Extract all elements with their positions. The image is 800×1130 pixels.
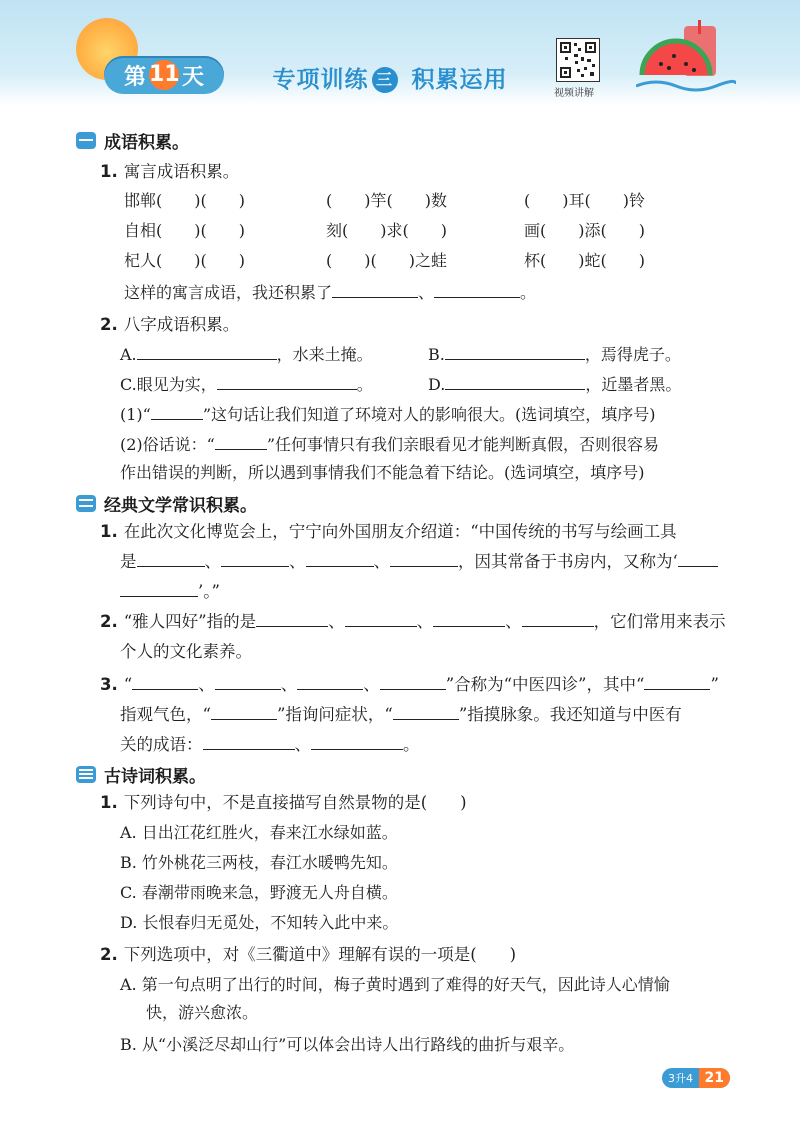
text: ，因其常备于书房内，又称为‘ [458, 552, 678, 571]
answer-blank[interactable] [345, 608, 417, 627]
title-number: 三 [372, 67, 398, 93]
answer-blank[interactable] [151, 401, 203, 420]
question-text: 寓言成语积累。 [123, 162, 240, 181]
question-text: 在此次文化博览会上，宁宁向外国朋友介绍道：“中国传统的书写与绘画工具 [123, 522, 677, 541]
label: C. [120, 375, 137, 394]
answer-blank[interactable] [306, 548, 374, 567]
question-eight-char-idioms [100, 310, 239, 340]
question-number: 2. [100, 612, 118, 631]
text: 。 [403, 735, 420, 754]
text: (1)“ [120, 405, 151, 424]
text: 指观气色，“ [120, 705, 211, 724]
question-text: 下列诗句中，不是直接描写自然景物的是( ) [123, 793, 467, 812]
text: 、 [416, 612, 434, 631]
choice-option-d[interactable]: D. 长恨春归无觅处，不知转入此中来。 [120, 913, 399, 932]
page-footer-tag [662, 1068, 730, 1088]
text: ’。” [198, 582, 220, 601]
option-a [120, 340, 373, 370]
text: ”任何事情只有我们亲眼看见才能判断真假，否则很容易 [266, 435, 660, 454]
question-four-hobbies [100, 607, 726, 637]
text: 、 [280, 675, 298, 694]
watermelon-juice-icon [636, 20, 736, 104]
title-part-b: 积累运用 [411, 66, 508, 93]
question-line [120, 577, 220, 607]
text: 眼见为实， [136, 375, 217, 394]
text: ”合称为“中医四诊”，其中“ [445, 675, 645, 694]
section-heading-literature [76, 491, 257, 516]
answer-blank[interactable] [256, 608, 328, 627]
answer-blank[interactable] [203, 731, 295, 750]
text: 、 [418, 283, 435, 302]
idiom-blank[interactable]: 邯郸( )( ) [124, 191, 245, 210]
sub-question-1 [120, 400, 656, 430]
text: 、 [363, 675, 380, 694]
idiom-blank[interactable]: 杞人( )( ) [124, 251, 245, 270]
text: 这样的寓言成语，我还积累了 [124, 283, 333, 302]
day-suffix: 天 [182, 64, 205, 90]
text: 。 [520, 283, 537, 302]
choice-option-a[interactable]: A. 日出江花红胜火，春来江水绿如蓝。 [120, 823, 398, 842]
answer-blank[interactable] [120, 578, 198, 597]
answer-blank[interactable] [522, 608, 594, 627]
answer-blank[interactable] [311, 731, 403, 750]
day-badge [104, 56, 224, 94]
idiom-blank[interactable]: 画( )添( ) [524, 221, 645, 240]
page-number: 21 [699, 1068, 730, 1088]
idiom-blank[interactable]: ( )耳( )铃 [524, 191, 645, 210]
choice-option-a[interactable]: A. 第一句点明了出行的时间，梅子黄时遇到了难得的好天气，因此诗人心情愉 [120, 975, 670, 994]
choice-option-c[interactable]: C. 春潮带雨晚来急，野渡无人舟自横。 [120, 883, 398, 902]
more-idioms-line [124, 278, 536, 308]
label: D. [428, 375, 446, 394]
answer-blank[interactable] [380, 671, 446, 690]
answer-blank[interactable] [215, 431, 267, 450]
idiom-blank[interactable]: 自相( )( ) [124, 221, 245, 240]
text: 、 [505, 612, 522, 631]
text: 。 [356, 375, 373, 394]
answer-blank[interactable] [332, 279, 418, 298]
section-title: 古诗词积累。 [104, 767, 206, 787]
question-tcm [100, 670, 719, 700]
text: 、 [328, 612, 345, 631]
idiom-blank[interactable]: 杯( )蛇( ) [524, 251, 645, 270]
idiom-blank[interactable]: 刻( )求( ) [326, 221, 447, 240]
choice-option-a-cont: 快，游兴愈浓。 [146, 1003, 259, 1022]
section-number-two-icon [76, 495, 96, 512]
question-poetry-2 [100, 940, 516, 970]
question-number: 2. [100, 945, 118, 964]
question-poetry-1 [100, 788, 467, 818]
sub-question-2-cont: 作出错误的判断，所以遇到事情我们不能急着下结论。(选词填空，填序号) [120, 463, 645, 482]
question-line [120, 730, 420, 760]
day-number: 11 [149, 60, 179, 90]
answer-blank[interactable] [445, 371, 585, 390]
text: “ [123, 675, 133, 694]
answer-blank[interactable] [137, 548, 205, 567]
answer-blank[interactable] [434, 279, 520, 298]
option-d [428, 370, 681, 400]
text: 是 [120, 552, 137, 571]
title-part-a: 专项训练 [272, 66, 369, 93]
answer-blank[interactable] [297, 671, 363, 690]
question-line [120, 547, 718, 577]
text: 关的成语： [120, 735, 203, 754]
answer-blank[interactable] [445, 341, 585, 360]
question-number: 1. [100, 522, 118, 541]
question-text: 下列选项中，对《三衢道中》理解有误的一项是( ) [123, 945, 517, 964]
question-number: 2. [100, 315, 118, 334]
answer-blank[interactable] [137, 341, 277, 360]
answer-blank[interactable] [433, 608, 505, 627]
section-number-one-icon [76, 132, 96, 149]
text: ，它们常用来表示 [593, 612, 726, 631]
text: ，近墨者黑。 [585, 375, 682, 394]
section-heading-idioms [76, 128, 189, 153]
answer-blank[interactable] [390, 548, 458, 567]
text: ”指询问症状，“ [276, 705, 393, 724]
answer-blank[interactable] [221, 548, 289, 567]
answer-blank[interactable] [132, 671, 198, 690]
question-line [120, 700, 682, 730]
question-number: 3. [100, 675, 118, 694]
sub-question-2 [120, 430, 659, 460]
answer-blank[interactable] [217, 371, 357, 390]
text: ” [710, 675, 719, 694]
idiom-blank[interactable]: ( )竽( )数 [326, 191, 447, 210]
answer-blank[interactable] [644, 671, 710, 690]
text: “雅人四好”指的是 [123, 612, 257, 631]
choice-option-b[interactable]: B. 竹外桃花三两枝，春江水暖鸭先知。 [120, 853, 398, 872]
text: 、 [294, 735, 311, 754]
answer-blank[interactable] [678, 548, 718, 567]
choice-option-b[interactable]: B. 从“小溪泛尽却山行”可以体会出诗人出行路线的曲折与艰辛。 [120, 1035, 575, 1054]
qr-code-icon[interactable] [556, 38, 600, 82]
qr-label: 视频讲解 [554, 88, 594, 99]
grade-label: 3升4 [668, 1072, 693, 1085]
label: B. [428, 345, 445, 364]
text: ”指摸脉象。我还知道与中医有 [458, 705, 682, 724]
answer-blank[interactable] [393, 701, 459, 720]
question-number: 1. [100, 793, 118, 812]
section-heading-poetry [76, 762, 206, 787]
page-title [230, 58, 550, 96]
label: A. [120, 345, 137, 364]
text: ，焉得虎子。 [584, 345, 681, 364]
question-writing-tools [100, 517, 677, 547]
answer-blank[interactable] [211, 701, 277, 720]
text: (2)俗话说：“ [120, 435, 215, 454]
text: 、 [204, 552, 221, 571]
text: ”这句话让我们知道了环境对人的影响很大。(选词填空，填序号) [202, 405, 656, 424]
text: ，水来土掩。 [276, 345, 373, 364]
idiom-blank[interactable]: ( )( )之蛙 [326, 251, 447, 270]
text: 、 [373, 552, 390, 571]
section-title: 经典文学常识积累。 [104, 496, 257, 516]
question-line: 个人的文化素养。 [120, 642, 252, 661]
section-title: 成语积累。 [104, 133, 189, 153]
question-fable-idioms [100, 157, 239, 187]
day-prefix: 第 [123, 64, 146, 90]
question-text: 八字成语积累。 [123, 315, 240, 334]
text: 、 [289, 552, 306, 571]
option-c [120, 370, 373, 400]
section-number-three-icon [76, 766, 96, 783]
text: 、 [198, 675, 215, 694]
question-number: 1. [100, 162, 118, 181]
option-b [428, 340, 681, 370]
answer-blank[interactable] [215, 671, 281, 690]
